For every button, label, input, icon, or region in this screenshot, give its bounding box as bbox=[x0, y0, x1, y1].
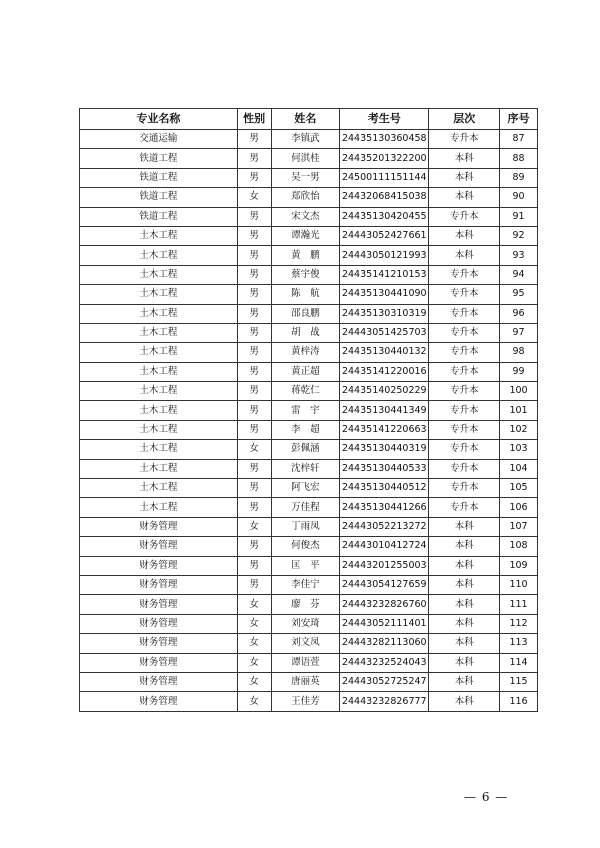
table-header-row bbox=[80, 109, 538, 130]
cell-exam-number: 24435130441266 bbox=[340, 498, 429, 517]
cell-seq: 111 bbox=[500, 595, 538, 614]
cell-level: 本科 bbox=[429, 149, 500, 168]
cell-gender: 男 bbox=[237, 537, 271, 556]
cell-gender: 男 bbox=[237, 382, 271, 401]
cell-level: 本科 bbox=[429, 575, 500, 594]
cell-gender: 男 bbox=[237, 285, 271, 304]
cell-major: 交通运输 bbox=[80, 130, 238, 149]
cell-seq: 98 bbox=[500, 343, 538, 362]
cell-level: 专升本 bbox=[429, 459, 500, 478]
cell-gender: 女 bbox=[237, 653, 271, 672]
header-seq: 序号 bbox=[500, 109, 538, 130]
table-row bbox=[80, 323, 538, 342]
cell-name: 陈 航 bbox=[271, 285, 340, 304]
cell-seq: 88 bbox=[500, 149, 538, 168]
cell-seq: 108 bbox=[500, 537, 538, 556]
cell-exam-number: 24435130440319 bbox=[340, 440, 429, 459]
table-row bbox=[80, 188, 538, 207]
cell-name: 万佳程 bbox=[271, 498, 340, 517]
cell-gender: 女 bbox=[237, 614, 271, 633]
cell-major: 土木工程 bbox=[80, 498, 238, 517]
cell-exam-number: 24443232524043 bbox=[340, 653, 429, 672]
cell-exam-number: 24432068415038 bbox=[340, 188, 429, 207]
cell-major: 土木工程 bbox=[80, 304, 238, 323]
cell-name: 黄梓涛 bbox=[271, 343, 340, 362]
cell-name: 李镇武 bbox=[271, 130, 340, 149]
cell-major: 财务管理 bbox=[80, 556, 238, 575]
cell-level: 本科 bbox=[429, 188, 500, 207]
cell-level: 本科 bbox=[429, 537, 500, 556]
table-row bbox=[80, 168, 538, 187]
cell-seq: 100 bbox=[500, 382, 538, 401]
cell-seq: 115 bbox=[500, 672, 538, 691]
cell-level: 专升本 bbox=[429, 323, 500, 342]
cell-seq: 95 bbox=[500, 285, 538, 304]
cell-exam-number: 24435141220663 bbox=[340, 420, 429, 439]
cell-gender: 男 bbox=[237, 226, 271, 245]
cell-seq: 92 bbox=[500, 226, 538, 245]
cell-seq: 114 bbox=[500, 653, 538, 672]
cell-name: 黄正超 bbox=[271, 362, 340, 381]
cell-major: 铁道工程 bbox=[80, 188, 238, 207]
cell-name: 何淇桂 bbox=[271, 149, 340, 168]
cell-major: 财务管理 bbox=[80, 672, 238, 691]
cell-name: 何俊杰 bbox=[271, 537, 340, 556]
table-row bbox=[80, 634, 538, 653]
table-row bbox=[80, 285, 538, 304]
cell-major: 土木工程 bbox=[80, 265, 238, 284]
cell-exam-number: 24443010412724 bbox=[340, 537, 429, 556]
table-row bbox=[80, 343, 538, 362]
cell-exam-number: 24435130440132 bbox=[340, 343, 429, 362]
cell-exam-number: 24435130310319 bbox=[340, 304, 429, 323]
cell-seq: 113 bbox=[500, 634, 538, 653]
header-level: 层次 bbox=[429, 109, 500, 130]
cell-gender: 男 bbox=[237, 575, 271, 594]
cell-gender: 男 bbox=[237, 246, 271, 265]
cell-name: 雷 宇 bbox=[271, 401, 340, 420]
cell-exam-number: 24443051425703 bbox=[340, 323, 429, 342]
table-row bbox=[80, 537, 538, 556]
table-row bbox=[80, 595, 538, 614]
table-row bbox=[80, 382, 538, 401]
cell-level: 专升本 bbox=[429, 304, 500, 323]
cell-exam-number: 24443201255003 bbox=[340, 556, 429, 575]
cell-level: 专升本 bbox=[429, 382, 500, 401]
table-row bbox=[80, 653, 538, 672]
cell-level: 专升本 bbox=[429, 207, 500, 226]
cell-gender: 女 bbox=[237, 517, 271, 536]
cell-exam-number: 24435130440512 bbox=[340, 479, 429, 498]
cell-name: 阿飞宏 bbox=[271, 479, 340, 498]
cell-name: 邵良鹏 bbox=[271, 304, 340, 323]
cell-level: 专升本 bbox=[429, 343, 500, 362]
cell-level: 专升本 bbox=[429, 479, 500, 498]
cell-seq: 107 bbox=[500, 517, 538, 536]
cell-exam-number: 24435141220016 bbox=[340, 362, 429, 381]
table-row bbox=[80, 498, 538, 517]
cell-gender: 男 bbox=[237, 207, 271, 226]
cell-major: 土木工程 bbox=[80, 323, 238, 342]
cell-exam-number: 24443052213272 bbox=[340, 517, 429, 536]
table-row bbox=[80, 575, 538, 594]
cell-seq: 112 bbox=[500, 614, 538, 633]
cell-level: 专升本 bbox=[429, 265, 500, 284]
table-row bbox=[80, 149, 538, 168]
cell-seq: 116 bbox=[500, 692, 538, 711]
cell-name: 黄 鹏 bbox=[271, 246, 340, 265]
cell-seq: 109 bbox=[500, 556, 538, 575]
cell-exam-number: 24443052111401 bbox=[340, 614, 429, 633]
cell-level: 专升本 bbox=[429, 401, 500, 420]
cell-level: 专升本 bbox=[429, 420, 500, 439]
cell-seq: 99 bbox=[500, 362, 538, 381]
cell-seq: 94 bbox=[500, 265, 538, 284]
cell-seq: 103 bbox=[500, 440, 538, 459]
cell-level: 本科 bbox=[429, 653, 500, 672]
cell-name: 郑欣怡 bbox=[271, 188, 340, 207]
table-row bbox=[80, 479, 538, 498]
table-row bbox=[80, 672, 538, 691]
table-row bbox=[80, 226, 538, 245]
cell-gender: 男 bbox=[237, 304, 271, 323]
header-name: 姓名 bbox=[271, 109, 340, 130]
cell-major: 铁道工程 bbox=[80, 149, 238, 168]
cell-seq: 101 bbox=[500, 401, 538, 420]
cell-exam-number: 24443232826777 bbox=[340, 692, 429, 711]
cell-major: 土木工程 bbox=[80, 226, 238, 245]
cell-seq: 106 bbox=[500, 498, 538, 517]
cell-exam-number: 24443050121993 bbox=[340, 246, 429, 265]
cell-name: 李佳宁 bbox=[271, 575, 340, 594]
cell-gender: 女 bbox=[237, 672, 271, 691]
cell-seq: 104 bbox=[500, 459, 538, 478]
cell-major: 土木工程 bbox=[80, 459, 238, 478]
cell-level: 本科 bbox=[429, 634, 500, 653]
cell-name: 蒋乾仁 bbox=[271, 382, 340, 401]
cell-gender: 男 bbox=[237, 420, 271, 439]
cell-gender: 男 bbox=[237, 149, 271, 168]
cell-name: 谭瀚光 bbox=[271, 226, 340, 245]
cell-name: 刘文凤 bbox=[271, 634, 340, 653]
table-row bbox=[80, 246, 538, 265]
cell-gender: 男 bbox=[237, 479, 271, 498]
cell-name: 彭佩涵 bbox=[271, 440, 340, 459]
cell-exam-number: 24435130420455 bbox=[340, 207, 429, 226]
table-row bbox=[80, 401, 538, 420]
table-row bbox=[80, 265, 538, 284]
cell-seq: 97 bbox=[500, 323, 538, 342]
cell-name: 谭语萱 bbox=[271, 653, 340, 672]
cell-major: 土木工程 bbox=[80, 246, 238, 265]
table-row bbox=[80, 556, 538, 575]
cell-seq: 87 bbox=[500, 130, 538, 149]
header-exam-number: 考生号 bbox=[340, 109, 429, 130]
cell-name: 刘安琦 bbox=[271, 614, 340, 633]
cell-level: 本科 bbox=[429, 246, 500, 265]
cell-level: 本科 bbox=[429, 168, 500, 187]
cell-exam-number: 24435141210153 bbox=[340, 265, 429, 284]
cell-level: 专升本 bbox=[429, 498, 500, 517]
cell-gender: 女 bbox=[237, 692, 271, 711]
cell-major: 财务管理 bbox=[80, 517, 238, 536]
cell-exam-number: 24435130441090 bbox=[340, 285, 429, 304]
cell-name: 唐丽英 bbox=[271, 672, 340, 691]
cell-seq: 93 bbox=[500, 246, 538, 265]
cell-gender: 女 bbox=[237, 595, 271, 614]
cell-exam-number: 24443232826760 bbox=[340, 595, 429, 614]
table-row bbox=[80, 420, 538, 439]
table-row bbox=[80, 440, 538, 459]
cell-gender: 男 bbox=[237, 168, 271, 187]
cell-major: 土木工程 bbox=[80, 401, 238, 420]
table-row bbox=[80, 130, 538, 149]
cell-seq: 91 bbox=[500, 207, 538, 226]
cell-level: 本科 bbox=[429, 226, 500, 245]
table-row bbox=[80, 304, 538, 323]
cell-gender: 男 bbox=[237, 362, 271, 381]
table-row bbox=[80, 207, 538, 226]
cell-level: 本科 bbox=[429, 556, 500, 575]
cell-major: 财务管理 bbox=[80, 634, 238, 653]
cell-name: 沈梓轩 bbox=[271, 459, 340, 478]
cell-exam-number: 24435201322200 bbox=[340, 149, 429, 168]
cell-name: 李 超 bbox=[271, 420, 340, 439]
cell-major: 财务管理 bbox=[80, 614, 238, 633]
cell-exam-number: 24500111151144 bbox=[340, 168, 429, 187]
cell-level: 本科 bbox=[429, 614, 500, 633]
cell-seq: 90 bbox=[500, 188, 538, 207]
cell-major: 土木工程 bbox=[80, 382, 238, 401]
admission-table bbox=[79, 108, 538, 712]
cell-level: 本科 bbox=[429, 517, 500, 536]
cell-name: 廖 芬 bbox=[271, 595, 340, 614]
cell-gender: 男 bbox=[237, 556, 271, 575]
cell-major: 铁道工程 bbox=[80, 207, 238, 226]
cell-major: 土木工程 bbox=[80, 420, 238, 439]
cell-exam-number: 24443052427661 bbox=[340, 226, 429, 245]
cell-gender: 男 bbox=[237, 401, 271, 420]
table-row bbox=[80, 692, 538, 711]
cell-level: 本科 bbox=[429, 595, 500, 614]
cell-name: 王佳芳 bbox=[271, 692, 340, 711]
cell-exam-number: 24443282113060 bbox=[340, 634, 429, 653]
cell-major: 土木工程 bbox=[80, 440, 238, 459]
cell-gender: 女 bbox=[237, 440, 271, 459]
cell-level: 专升本 bbox=[429, 130, 500, 149]
cell-gender: 女 bbox=[237, 634, 271, 653]
cell-major: 财务管理 bbox=[80, 692, 238, 711]
table-row bbox=[80, 362, 538, 381]
table-row bbox=[80, 459, 538, 478]
cell-name: 丁雨凤 bbox=[271, 517, 340, 536]
cell-level: 专升本 bbox=[429, 285, 500, 304]
cell-gender: 男 bbox=[237, 130, 271, 149]
cell-level: 本科 bbox=[429, 692, 500, 711]
cell-exam-number: 24435130360458 bbox=[340, 130, 429, 149]
cell-seq: 102 bbox=[500, 420, 538, 439]
cell-exam-number: 24435130440533 bbox=[340, 459, 429, 478]
cell-name: 宋文杰 bbox=[271, 207, 340, 226]
header-major: 专业名称 bbox=[80, 109, 238, 130]
cell-major: 财务管理 bbox=[80, 575, 238, 594]
table-row bbox=[80, 517, 538, 536]
table-row bbox=[80, 614, 538, 633]
cell-name: 蔡宇俊 bbox=[271, 265, 340, 284]
cell-major: 土木工程 bbox=[80, 479, 238, 498]
cell-major: 财务管理 bbox=[80, 537, 238, 556]
cell-major: 财务管理 bbox=[80, 653, 238, 672]
cell-major: 土木工程 bbox=[80, 362, 238, 381]
cell-gender: 男 bbox=[237, 265, 271, 284]
cell-major: 铁道工程 bbox=[80, 168, 238, 187]
cell-gender: 男 bbox=[237, 459, 271, 478]
cell-gender: 女 bbox=[237, 188, 271, 207]
cell-exam-number: 24435130441349 bbox=[340, 401, 429, 420]
cell-exam-number: 24443054127659 bbox=[340, 575, 429, 594]
cell-seq: 110 bbox=[500, 575, 538, 594]
cell-name: 吴一男 bbox=[271, 168, 340, 187]
cell-major: 土木工程 bbox=[80, 285, 238, 304]
cell-level: 本科 bbox=[429, 672, 500, 691]
cell-seq: 96 bbox=[500, 304, 538, 323]
cell-major: 财务管理 bbox=[80, 595, 238, 614]
header-gender: 性别 bbox=[237, 109, 271, 130]
page-number: — 6 — bbox=[464, 790, 509, 804]
cell-gender: 男 bbox=[237, 323, 271, 342]
cell-exam-number: 24443052725247 bbox=[340, 672, 429, 691]
cell-level: 专升本 bbox=[429, 440, 500, 459]
cell-name: 胡 战 bbox=[271, 323, 340, 342]
cell-name: 匡 平 bbox=[271, 556, 340, 575]
cell-seq: 105 bbox=[500, 479, 538, 498]
cell-exam-number: 24435140250229 bbox=[340, 382, 429, 401]
cell-level: 专升本 bbox=[429, 362, 500, 381]
cell-gender: 男 bbox=[237, 343, 271, 362]
cell-major: 土木工程 bbox=[80, 343, 238, 362]
cell-seq: 89 bbox=[500, 168, 538, 187]
cell-gender: 男 bbox=[237, 498, 271, 517]
